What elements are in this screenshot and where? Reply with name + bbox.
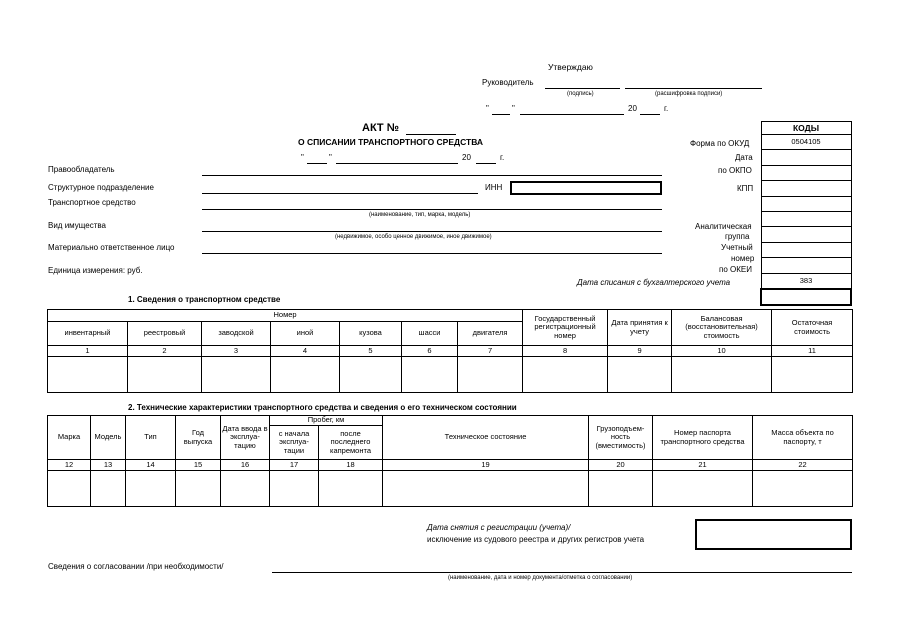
act-day-line[interactable] — [307, 163, 327, 164]
col-registry: реестровый — [128, 322, 202, 346]
division-label: Структурное подразделение — [48, 183, 154, 192]
balance-value-header: Балансовая (восстановительная) стоимость — [672, 310, 772, 346]
col-number: 10 — [672, 346, 772, 357]
col-number: 3 — [202, 346, 271, 357]
approval-day-line[interactable] — [492, 114, 510, 115]
property-caption: (недвижимое, особо ценное движимое, иное движимое) — [335, 234, 492, 240]
approval-title: Утверждаю — [548, 62, 593, 72]
mileage-header: Пробег, км — [270, 416, 383, 426]
head-label: Руководитель — [482, 78, 534, 87]
number-header: Номер — [48, 310, 523, 322]
analytic-label-2: группа — [725, 232, 750, 241]
okud-code[interactable]: 0504105 — [761, 135, 851, 150]
col-number: 22 — [753, 460, 853, 471]
approval-year-line[interactable] — [640, 114, 660, 115]
okei-label: по ОКЕИ — [719, 265, 752, 274]
data-cell[interactable] — [270, 471, 319, 507]
deregistration-label-2: исключение из судового реестра и других регистров учета — [427, 535, 645, 544]
capacity-header: Грузоподъем-ность (вместимость) — [589, 416, 653, 460]
division-line[interactable] — [202, 193, 478, 194]
agreement-label: Сведения о согласовании /при необходимости/ — [48, 562, 224, 571]
brand-header: Марка — [48, 416, 91, 460]
vehicle-info-table — [47, 309, 853, 393]
codes-title: КОДЫ — [761, 122, 851, 135]
approval-year-suffix: г. — [664, 104, 669, 113]
col-other: иной — [271, 322, 340, 346]
property-type-label: Вид имущества — [48, 221, 106, 230]
section1-title: 1. Сведения о транспортном средстве — [128, 295, 281, 304]
okud-label: Форма по ОКУД — [690, 139, 750, 148]
act-year-suffix: г. — [500, 153, 505, 162]
passport-header: Номер паспорта транспортного средства — [653, 416, 753, 460]
col-number: 6 — [402, 346, 458, 357]
col-number: 8 — [523, 346, 608, 357]
data-cell[interactable] — [672, 357, 772, 393]
writeoff-date-code[interactable] — [761, 289, 851, 305]
col-number: 16 — [221, 460, 270, 471]
account-label-2: номер — [731, 254, 755, 263]
col-number: 9 — [608, 346, 672, 357]
okpo-code[interactable] — [761, 165, 851, 180]
approval-quote-open: " — [486, 104, 489, 113]
data-cell[interactable] — [202, 357, 271, 393]
signature-line[interactable] — [545, 88, 620, 89]
spare-code-1[interactable] — [761, 211, 851, 226]
col-number: 5 — [340, 346, 402, 357]
commission-date-header: Дата ввода в эксплуа-тацию — [221, 416, 270, 460]
data-cell[interactable] — [126, 471, 176, 507]
data-cell[interactable] — [458, 357, 523, 393]
col-chassis: шасси — [402, 322, 458, 346]
data-cell[interactable] — [608, 357, 672, 393]
vehicle-line[interactable] — [202, 209, 662, 210]
codes-table — [760, 121, 852, 306]
act-year-line[interactable] — [476, 163, 496, 164]
year-header: Год выпуска — [176, 416, 221, 460]
agreement-line[interactable] — [272, 572, 852, 573]
mileage-start-header: с начала эксплуа-тации — [270, 426, 319, 460]
data-cell[interactable] — [221, 471, 270, 507]
writeoff-date-label: Дата списания с бухгалтерского учета — [577, 278, 731, 287]
vehicle-caption: (наименование, тип, марка, модель) — [369, 212, 471, 218]
act-subtitle: О СПИСАНИИ ТРАНСПОРТНОГО СРЕДСТВА — [298, 137, 484, 147]
reg-number-header: Государственный регистрационный номер — [523, 310, 608, 346]
data-cell[interactable] — [753, 471, 853, 507]
date-code[interactable] — [761, 150, 851, 165]
col-number: 20 — [589, 460, 653, 471]
analytic-code[interactable] — [761, 242, 851, 257]
inn-box[interactable] — [510, 181, 662, 195]
section2-title: 2. Технические характеристики транспортного средства и сведения о его техническом состоянии — [128, 403, 517, 412]
col-number: 21 — [653, 460, 753, 471]
approval-quote-close: " — [512, 104, 515, 113]
residual-value-header: Остаточная стоимость — [772, 310, 853, 346]
col-engine: двигателя — [458, 322, 523, 346]
date-label: Дата — [735, 153, 753, 162]
owner-label: Правообладатель — [48, 165, 115, 174]
col-number: 15 — [176, 460, 221, 471]
data-cell[interactable] — [523, 357, 608, 393]
type-header: Тип — [126, 416, 176, 460]
account-code[interactable] — [761, 258, 851, 273]
col-factory: заводской — [202, 322, 271, 346]
okpo-label: по ОКПО — [718, 166, 752, 175]
deregistration-label-1: Дата снятия с регистрации (учета)/ — [427, 523, 571, 532]
col-number: 14 — [126, 460, 176, 471]
act-quote-open: " — [301, 153, 304, 162]
col-number: 17 — [270, 460, 319, 471]
act-quote-close: " — [329, 153, 332, 162]
unit-label: Единица измерения: руб. — [48, 266, 143, 275]
col-body: кузова — [340, 322, 402, 346]
act-year-prefix: 20 — [462, 153, 471, 162]
data-cell[interactable] — [589, 471, 653, 507]
okei-code[interactable]: 383 — [761, 273, 851, 289]
data-cell[interactable] — [402, 357, 458, 393]
model-header: Модель — [91, 416, 126, 460]
kpp-label: КПП — [737, 184, 754, 193]
act-number-line[interactable] — [406, 134, 456, 135]
decode-caption: (расшифровка подписи) — [655, 91, 723, 97]
data-cell[interactable] — [772, 357, 853, 393]
col-number: 12 — [48, 460, 91, 471]
data-cell[interactable] — [48, 471, 91, 507]
act-title: АКТ № — [362, 122, 399, 134]
analytic-label-1: Аналитическая — [695, 222, 752, 231]
col-number: 13 — [91, 460, 126, 471]
decode-line[interactable] — [625, 88, 762, 89]
accept-date-header: Дата принятия к учету — [608, 310, 672, 346]
col-number: 4 — [271, 346, 340, 357]
mileage-repair-header: после последнего капремонта — [319, 426, 383, 460]
owner-line[interactable] — [202, 175, 662, 176]
data-cell[interactable] — [271, 357, 340, 393]
responsible-line[interactable] — [202, 253, 662, 254]
data-cell[interactable] — [653, 471, 753, 507]
agreement-caption: (наименование, дата и номер документа/отметка о согласовании) — [448, 575, 633, 581]
account-label-1: Учетный — [721, 243, 753, 252]
inn-code-spacer[interactable] — [761, 181, 851, 196]
kpp-code[interactable] — [761, 196, 851, 211]
data-cell[interactable] — [91, 471, 126, 507]
responsible-label: Материально ответственное лицо — [48, 243, 175, 252]
data-cell[interactable] — [319, 471, 383, 507]
data-cell[interactable] — [340, 357, 402, 393]
signature-caption: (подпись) — [567, 91, 594, 97]
col-inventory: инвентарный — [48, 322, 128, 346]
data-cell[interactable] — [176, 471, 221, 507]
col-number: 7 — [458, 346, 523, 357]
deregistration-date-box[interactable] — [695, 519, 852, 550]
spare-code-2[interactable] — [761, 227, 851, 242]
data-cell[interactable] — [48, 357, 128, 393]
col-number: 19 — [383, 460, 589, 471]
condition-header: Техническое состояние — [383, 416, 589, 460]
col-number: 18 — [319, 460, 383, 471]
property-type-line[interactable] — [202, 231, 662, 232]
tech-info-table — [47, 415, 853, 507]
col-number: 1 — [48, 346, 128, 357]
approval-year-prefix: 20 — [628, 104, 637, 113]
mass-header: Масса объекта по паспорту, т — [753, 416, 853, 460]
act-month-line[interactable] — [336, 163, 458, 164]
data-cell[interactable] — [383, 471, 589, 507]
approval-month-line[interactable] — [520, 114, 624, 115]
vehicle-label: Транспортное средство — [48, 198, 136, 207]
inn-label: ИНН — [485, 183, 503, 192]
col-number: 11 — [772, 346, 853, 357]
col-number: 2 — [128, 346, 202, 357]
data-cell[interactable] — [128, 357, 202, 393]
